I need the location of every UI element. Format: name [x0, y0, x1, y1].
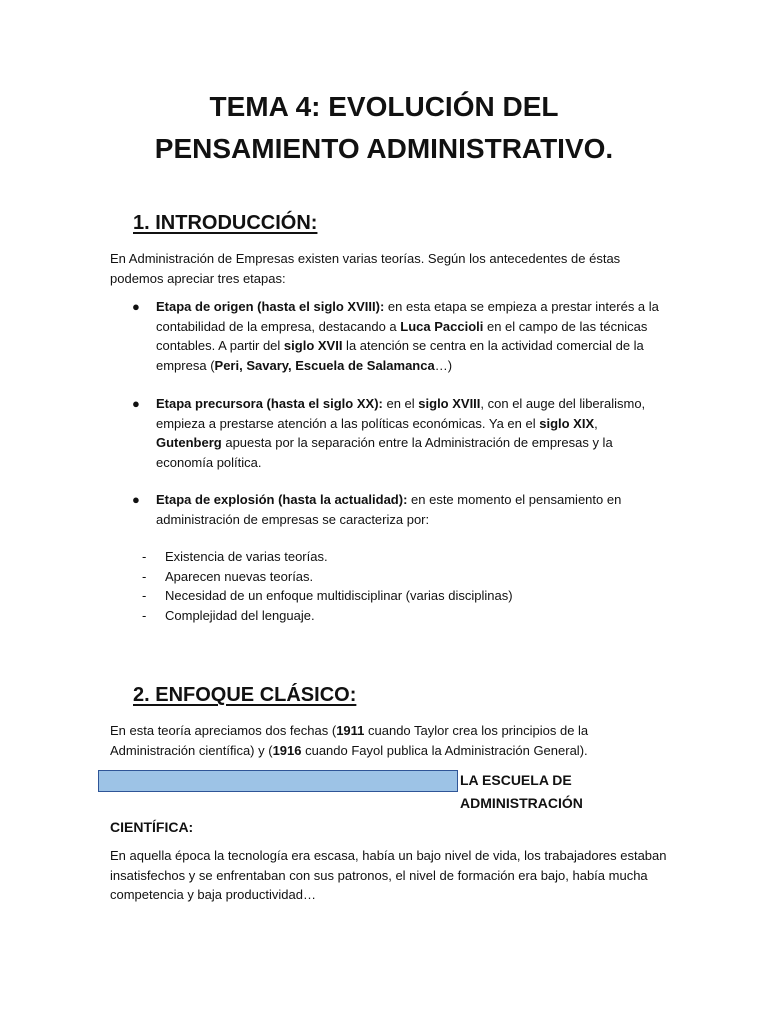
dash-icon: -: [142, 549, 147, 564]
section-2-paragraph: En esta teoría apreciamos dos fechas (1911 cuando Taylor crea los principios de la Administración científica) y (1916 cuando Fayol publica la Administración General).: [110, 723, 589, 758]
section-1-heading: 1. INTRODUCCIÓN:: [133, 212, 318, 234]
bullet-icon: ●: [132, 492, 140, 507]
highlight-box: [98, 770, 458, 792]
subheading-line-3: CIENTÍFICA:: [110, 819, 194, 835]
bullet-title: Etapa de explosión (hasta la actualidad):: [156, 492, 408, 507]
section-2-heading: 2. ENFOQUE CLÁSICO:: [133, 684, 357, 706]
list-item-text: Etapa de explosión (hasta la actualidad): en este momento el pensamiento en administración de empresas se caracteriza por:: [156, 492, 622, 527]
title-line-2: PENSAMIENTO ADMINISTRATIVO.: [154, 133, 614, 164]
dash-icon: -: [142, 569, 147, 584]
document-title: [0, 86, 768, 170]
document-page: TEMA 4: EVOLUCIÓN DEL PENSAMIENTO ADMINISTRATIVO. 1. INTRODUCCIÓN: En Administración de Empresas existen varias teorías. Según los antecedentes de éstas podemos apreciar tres etapas: ● Etapa de origen (hasta el siglo XVIII): en esta etapa se empieza a prestar interés a la contabilidad de la empresa, destacando a Luca Paccioli en el campo de las técnicas contables. A partir del siglo XVII la atención se centra en la actividad comercial de la empresa (Peri, Savary, Escuela de Salamanca…) ● Etapa precursora (hasta el siglo XX): en el siglo XVIII, con el auge del liberalismo, empieza a prestarse atención a las políticas económicas. Ya en el siglo XIX, Gutenberg apuesta por la separación entre la Administración de empresas y la economía política. ● Etapa de explosión (hasta la actualidad): en este momento el pensamiento en administración de empresas se caracteriza por: - Existencia de varias teorías. - Aparecen nuevas teorías. - Necesidad de un enfoque multidisciplinar (varias disciplinas) - Complejidad del lenguaje. 2. ENFOQUE CLÁSICO: En esta teoría apreciamos dos fechas (1911 cuando Taylor crea los principios de la Administración científica) y (1916 cuando Fayol publica la Administración General). LA ESCUELA DE ADMINISTRACIÓN CIENTÍFICA: En aquella época la tecnología era escasa, había un bajo nivel de vida, los trabajadores estaban insatisfechos y se enfrentaban con sus patronos, el nivel de formación era bajo, había mucha competencia y baja productividad…: [0, 0, 768, 1024]
bullet-icon: ●: [132, 299, 140, 314]
subheading-line-1: LA ESCUELA DE: [460, 772, 572, 788]
bullet-title: Etapa de origen (hasta el siglo XVIII):: [156, 299, 385, 314]
list-item-text: Etapa de origen (hasta el siglo XVIII): en esta etapa se empieza a prestar interés a la contabilidad de la empresa, destacando a Luca Paccioli en el campo de las técnicas contables. A partir del siglo XVII la atención se centra en la actividad comercial de la empresa (Peri, Savary, Escuela de Salamanca…): [156, 299, 659, 373]
bullet-title: Etapa precursora (hasta el siglo XX):: [156, 396, 383, 411]
bullet-icon: ●: [132, 396, 140, 411]
escuela-paragraph: En aquella época la tecnología era escasa, había un bajo nivel de vida, los trabajadores estaban insatisfechos y se enfrentaban con sus patronos, el nivel de formación era bajo, había mucha competencia y baja productividad…: [110, 848, 667, 902]
title-line-1: TEMA 4: EVOLUCIÓN DEL: [209, 91, 559, 122]
list-item-text: Etapa precursora (hasta el siglo XX): en el siglo XVIII, con el auge del liberalismo, empieza a prestarse atención a las políticas económicas. Ya en el siglo XIX, Gutenberg apuesta por la separación entre la Administración de empresas y la economía política.: [156, 396, 646, 470]
intro-paragraph: En Administración de Empresas existen varias teorías. Según los antecedentes de éstas podemos apreciar tres etapas:: [110, 251, 621, 286]
dash-icon: -: [142, 608, 147, 623]
dash-icon: -: [142, 588, 147, 603]
subheading-line-2: ADMINISTRACIÓN: [460, 795, 583, 811]
